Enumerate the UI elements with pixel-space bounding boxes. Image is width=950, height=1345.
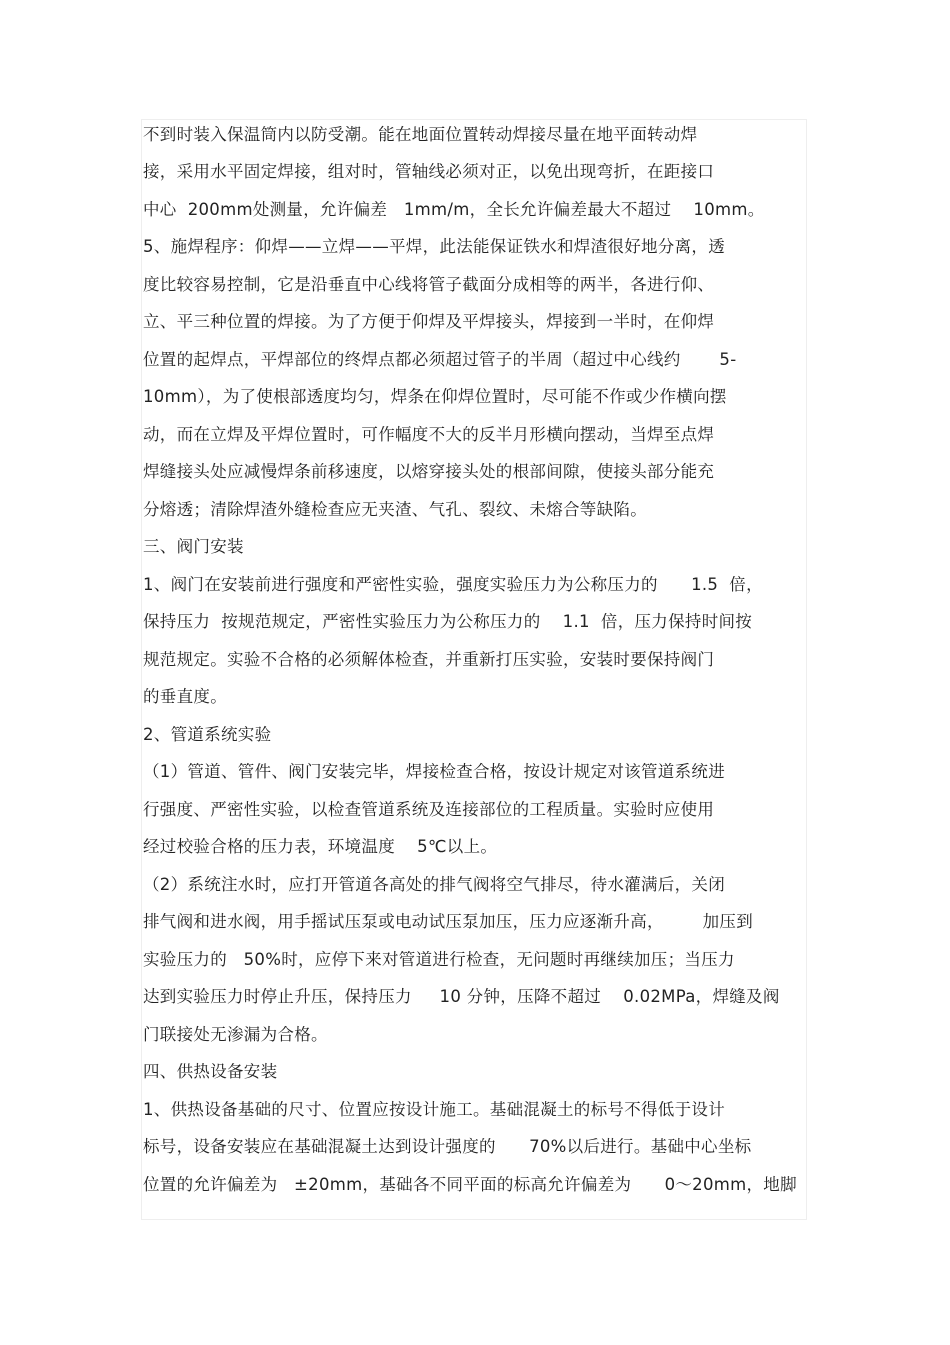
- text-line: 经过校验合格的压力表，环境温度 5℃以上。: [143, 837, 498, 856]
- text-line: 位置的允许偏差为 ±20mm，基础各不同平面的标高允许偏差为 0～20mm，地脚: [143, 1175, 797, 1194]
- text-line: 规范规定。实验不合格的必须解体检查，并重新打压实验，安装时要保持阀门: [143, 650, 715, 669]
- text-line: 立、平三种位置的焊接。为了方便于仰焊及平焊接头，焊接到一半时，在仰焊: [143, 312, 715, 331]
- text-line: 接，采用水平固定焊接，组对时，管轴线必须对正，以免出现弯折，在距接口: [143, 162, 715, 181]
- section-heading: 三、阀门安装: [143, 537, 244, 556]
- text-line: 分熔透；清除焊渣外缝检查应无夹渣、气孔、裂纹、未熔合等缺陷。: [143, 500, 647, 519]
- text-line: 达到实验压力时停止升压，保持压力 10 分钟，压降不超过 0.02MPa，焊缝及阀: [143, 987, 780, 1006]
- text-line: 中心 200mm处测量，允许偏差 1mm/m，全长允许偏差最大不超过 10mm。: [143, 200, 765, 219]
- text-line: 动，而在立焊及平焊位置时，可作幅度不大的反半月形横向摆动，当焊至点焊: [143, 425, 715, 444]
- subsection-heading: 2、管道系统实验: [143, 725, 272, 744]
- section-heading: 四、供热设备安装: [143, 1062, 278, 1081]
- text-line: 的垂直度。: [143, 687, 227, 706]
- text-line: 标号，设备安装应在基础混凝土达到设计强度的 70%以后进行。基础中心坐标: [143, 1137, 752, 1156]
- text-line: 1、供热设备基础的尺寸、位置应按设计施工。基础混凝土的标号不得低于设计: [143, 1100, 725, 1119]
- text-line: 行强度、严密性实验，以检查管道系统及连接部位的工程质量。实验时应使用: [143, 800, 715, 819]
- text-line: 排气阀和进水阀，用手摇试压泵或电动试压泵加压，压力应逐渐升高， 加压到: [143, 912, 754, 931]
- text-line: 5、施焊程序：仰焊——立焊——平焊，此法能保证铁水和焊渣很好地分离，透: [143, 237, 725, 256]
- text-line: 度比较容易控制，它是沿垂直中心线将管子截面分成相等的两半，各进行仰、: [143, 275, 715, 294]
- text-line: （2）系统注水时，应打开管道各高处的排气阀将空气排尽，待水灌满后，关闭: [143, 875, 725, 894]
- text-line: 1、阀门在安装前进行强度和严密性实验，强度实验压力为公称压力的 1.5 倍，: [143, 575, 763, 594]
- text-line: 实验压力的 50%时，应停下来对管道进行检查，无问题时再继续加压；当压力: [143, 950, 735, 969]
- text-line: 10mm），为了使根部透度均匀，焊条在仰焊位置时，尽可能不作或少作横向摆: [143, 387, 727, 406]
- text-line: 不到时装入保温筒内以防受潮。能在地面位置转动焊接尽量在地平面转动焊: [143, 125, 698, 144]
- text-line: （1）管道、管件、阀门安装完毕，焊接检查合格，按设计规定对该管道系统进: [143, 762, 725, 781]
- text-line: 焊缝接头处应减慢焊条前移速度，以熔穿接头处的根部间隙，使接头部分能充: [143, 462, 715, 481]
- text-line: 门联接处无渗漏为合格。: [143, 1025, 328, 1044]
- text-line: 位置的起焊点，平焊部位的终焊点都必须超过管子的半周（超过中心线约 5-: [143, 350, 737, 369]
- text-line: 保持压力 按规范规定，严密性实验压力为公称压力的 1.1 倍，压力保持时间按: [143, 612, 753, 631]
